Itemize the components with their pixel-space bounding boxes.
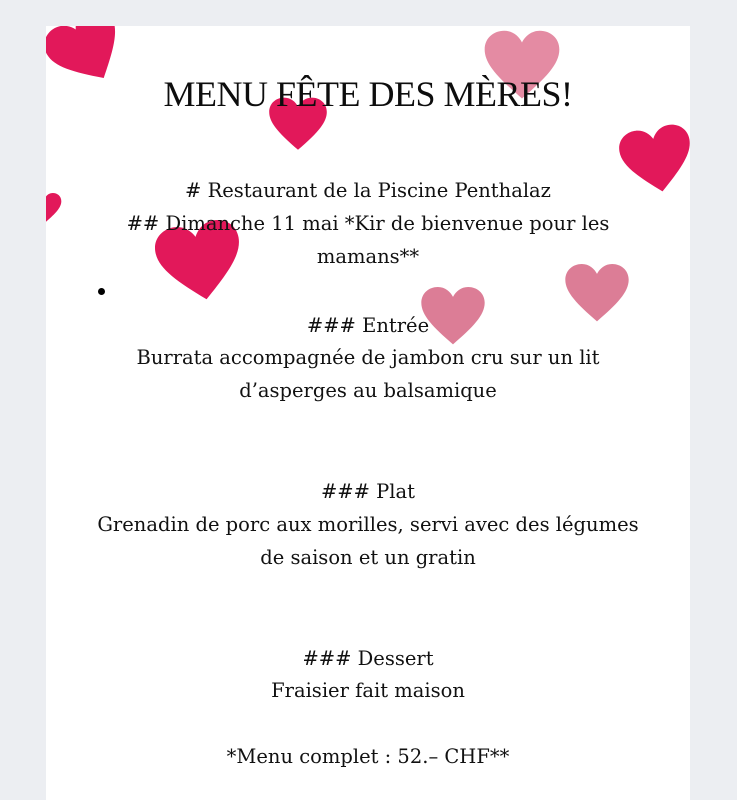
menu-price: *Menu complet : 52.– CHF**: [226, 745, 510, 768]
main-course-description-line-1: Grenadin de porc aux morilles, servi avec des légumes: [97, 513, 639, 536]
dessert-heading: ### Dessert: [302, 647, 434, 670]
date-line-continued: mamans**: [316, 245, 420, 268]
bullet-point: [98, 288, 105, 295]
starter-description-line-2: d’asperges au balsamique: [239, 379, 497, 402]
main-course-heading: ### Plat: [320, 480, 416, 503]
dessert-description: Fraisier fait maison: [271, 679, 465, 702]
menu-content: [46, 26, 690, 800]
menu-page: [46, 26, 690, 800]
starter-heading: ### Entrée: [306, 314, 430, 337]
starter-description-line-1: Burrata accompagnée de jambon cru sur un lit: [136, 346, 600, 369]
restaurant-name: # Restaurant de la Piscine Penthalaz: [185, 179, 551, 202]
menu-title: MENU FÊTE DES MÈRES!: [163, 74, 573, 114]
main-course-description-line-2: de saison et un gratin: [260, 546, 476, 569]
date-line: ## Dimanche 11 mai *Kir de bienvenue pour les: [126, 212, 610, 235]
